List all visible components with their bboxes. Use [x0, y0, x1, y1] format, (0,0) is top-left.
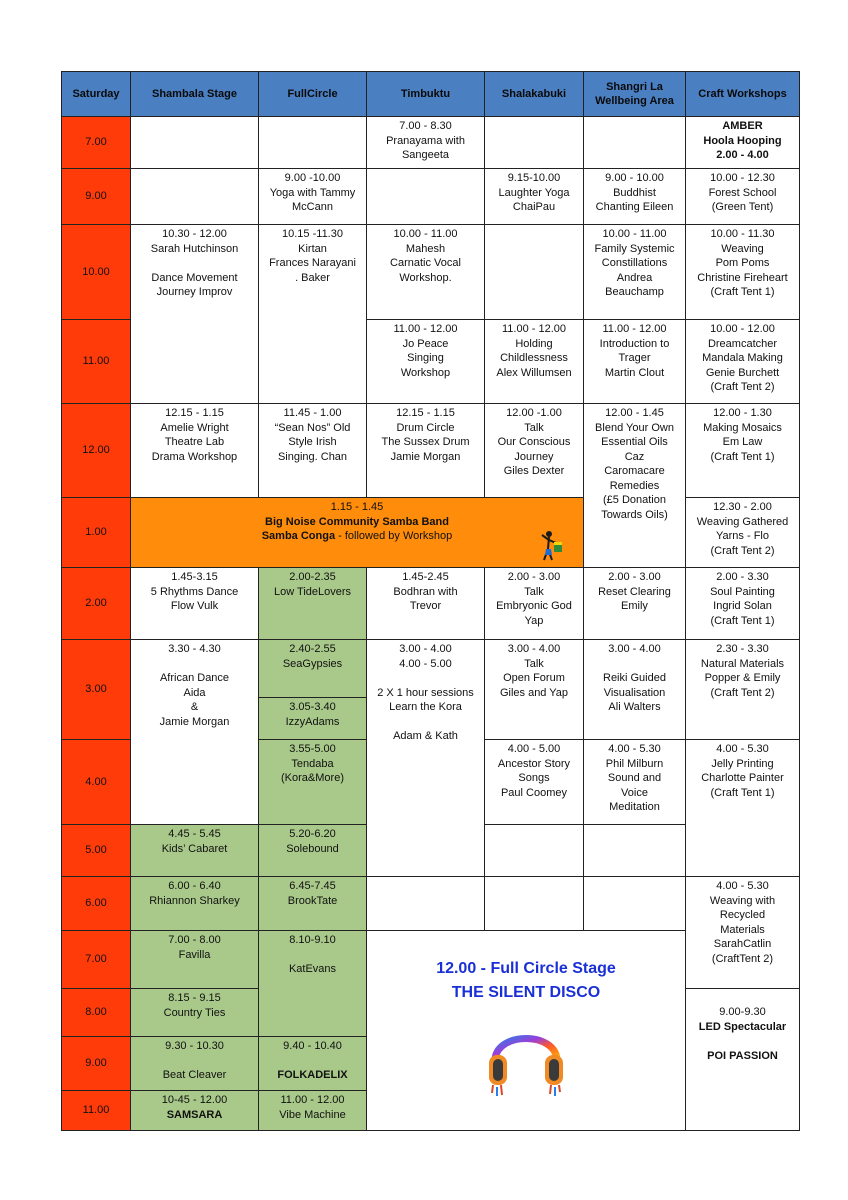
cell-line: 3.00 - 4.00 — [608, 643, 661, 655]
cell-line: 1.45-3.15 — [171, 571, 218, 583]
cell-line: Paul Coomey — [500, 786, 568, 799]
shambala-3 — [131, 640, 259, 825]
shalakabuki-2 — [485, 568, 584, 640]
cell-line: Laughter Yoga — [498, 186, 570, 199]
led-time: 9.00-9.30 — [719, 1006, 766, 1018]
cell-line — [370, 671, 481, 686]
craft-3 — [686, 640, 800, 740]
cell-line: SarahCatlin — [713, 938, 772, 950]
cell-line: Soul Painting — [710, 585, 775, 598]
empty-cell — [584, 117, 686, 169]
cell-line: 2.00-2.35 — [289, 571, 336, 583]
cell-line: Giles and Yap — [499, 686, 569, 699]
cell-line: Alex Willumsen — [496, 366, 572, 379]
folkadelix-time: 9.40 - 10.40 — [283, 1040, 342, 1052]
empty-cell — [485, 877, 584, 931]
cell-line: Ingrid Solan — [713, 600, 772, 612]
cell-line: Kirtan — [298, 242, 327, 255]
cell-line: Low TideLovers — [273, 585, 352, 598]
cell-line: Learn the Kora — [389, 701, 462, 713]
shambala-8 — [131, 989, 259, 1037]
cell-line: Beauchamp — [605, 286, 664, 298]
empty-cell — [485, 225, 584, 320]
cell-line: Talk — [524, 585, 544, 598]
row-3pm-a — [62, 640, 800, 698]
cell-line: 10.15 -11.30 — [282, 228, 343, 240]
time-4pm: 4.00 — [62, 740, 131, 825]
craft-4 — [686, 740, 800, 877]
cell-line: Visualisation — [603, 686, 666, 699]
shambala-6 — [131, 877, 259, 931]
fullcircle-12 — [259, 404, 367, 498]
header-shalakabuki: Shalakabuki — [485, 72, 584, 117]
cell-line: 10.00 - 11.30 — [710, 228, 775, 240]
cell-line: 3.30 - 4.30 — [168, 643, 221, 655]
time-9am: 9.00 — [62, 169, 131, 225]
cell-line — [262, 948, 363, 963]
samba-followup: - followed by Workshop — [335, 530, 453, 542]
cell-line: Weaving with — [709, 894, 776, 907]
header-fullcircle: FullCircle — [259, 72, 367, 117]
cell-line: Our Conscious — [497, 436, 571, 448]
cell-line — [587, 657, 682, 672]
cell-line: Vibe Machine — [279, 1108, 346, 1121]
cell-line: Country Ties — [163, 1006, 226, 1019]
samsara-name: SAMSARA — [166, 1108, 223, 1121]
cell-line: Chanting Eileen — [595, 201, 674, 213]
cell-line: 12.00 -1.00 — [506, 407, 562, 419]
timbuktu-10 — [367, 225, 485, 320]
poi-passion: POI PASSION — [707, 1049, 778, 1062]
cell-line: Talk — [524, 657, 544, 670]
timbuktu-11 — [367, 320, 485, 404]
shangrila-11 — [584, 320, 686, 404]
cell-line: 3.00 - 4.00 — [507, 643, 561, 655]
cell-line: Yap — [524, 614, 544, 627]
dancer-icon — [539, 529, 565, 563]
craft-12 — [686, 404, 800, 498]
cell-line: Kids’ Cabaret — [161, 842, 228, 855]
cell-line: ChaiPau — [512, 201, 556, 213]
cell-line: 8.15 - 9.15 — [168, 992, 221, 1004]
cell-line: Emily — [621, 600, 648, 612]
cell-line: Theatre Lab — [164, 436, 225, 448]
cell-line: Mandala Making — [702, 352, 783, 364]
cell-line: 4.00 - 5.00 — [399, 657, 452, 670]
header-timbuktu: Timbuktu — [367, 72, 485, 117]
cell-line: The Sussex Drum — [381, 436, 470, 448]
cell-line: Journey — [514, 450, 554, 463]
beat-cleaver-name: Beat Cleaver — [162, 1069, 227, 1081]
cell-line — [134, 657, 255, 672]
cell-line: Remedies — [609, 479, 660, 492]
row-12pm — [62, 404, 800, 498]
cell-line: Sarah Hutchinson — [150, 242, 239, 255]
cell-line: 1.45-2.45 — [402, 571, 449, 583]
shangrila-12 — [584, 404, 686, 568]
cell-line: Reiki Guided — [603, 672, 666, 684]
craft-9 — [686, 169, 800, 225]
time-10am: 10.00 — [62, 225, 131, 320]
cell-line: Pom Poms — [715, 257, 770, 269]
cell-line: 5.20-6.20 — [289, 828, 336, 840]
fullcircle-5 — [259, 825, 367, 877]
cell-line: 9.00 - 10.00 — [605, 172, 664, 184]
row-1pm — [62, 498, 800, 568]
cell-line: Jamie Morgan — [390, 450, 461, 463]
cell-line: 7.00 - 8.00 — [168, 934, 221, 946]
shalakabuki-9 — [485, 169, 584, 225]
cell-line: Weaving Gathered — [696, 515, 789, 528]
craft-10 — [686, 225, 800, 320]
cell-line: (Craft Tent 1) — [710, 286, 775, 298]
fullcircle-9 — [259, 169, 367, 225]
cell-line: 4.00 - 5.30 — [716, 880, 769, 892]
shalakabuki-12 — [485, 404, 584, 498]
shalakabuki-3 — [485, 640, 584, 740]
shambala-5 — [131, 825, 259, 877]
fullcircle-11 — [259, 1091, 367, 1131]
cell-line: Voice — [621, 786, 648, 799]
cell-line: 11.00 - 12.00 — [280, 1094, 345, 1106]
cell-line: Open Forum — [503, 672, 565, 684]
empty-cell — [131, 169, 259, 225]
cell-line: 2.00 - 4.00 — [716, 149, 769, 161]
cell-line: SeaGypsies — [282, 657, 343, 670]
time-6pm: 6.00 — [62, 877, 131, 931]
cell-line: 12.15 - 1.15 — [165, 407, 224, 419]
cell-line: Popper & Emily — [704, 672, 781, 684]
cell-line: 9.00 -10.00 — [284, 172, 341, 184]
disco-stage-line: 12.00 - Full Circle Stage — [436, 960, 616, 977]
cell-line: 10.00 - 12.00 — [710, 323, 775, 335]
cell-line: 10.00 - 11.00 — [602, 228, 667, 240]
cell-line: Sangeeta — [401, 149, 450, 161]
cell-line: Trevor — [409, 600, 442, 612]
cell-line: 4.00 - 5.30 — [608, 743, 661, 755]
cell-line: Yarns - Flo — [716, 530, 769, 542]
cell-line: Singing — [407, 352, 444, 364]
cell-line: Buddhist — [613, 186, 656, 199]
cell-line: IzzyAdams — [285, 715, 340, 728]
disco-title: THE SILENT DISCO — [451, 984, 601, 1001]
shangrila-2 — [584, 568, 686, 640]
cell-line: Recycled — [719, 909, 766, 921]
cell-line: Introduction to — [599, 337, 670, 350]
cell-line: Materials — [720, 923, 765, 936]
craft-11 — [686, 320, 800, 404]
cell-line: Towards Oils) — [601, 508, 668, 521]
shambala-7 — [131, 931, 259, 989]
row-9am — [62, 169, 800, 225]
cell-line: Pranayama with — [386, 134, 465, 147]
cell-line: Reset Clearing — [598, 585, 671, 598]
empty-cell — [485, 825, 584, 877]
cell-line: Flow Vulk — [170, 600, 219, 612]
time-12pm: 12.00 — [62, 404, 131, 498]
header-shangri-la: Shangri La Wellbeing Area — [584, 72, 686, 117]
cell-line: Drama Workshop — [151, 450, 238, 463]
led-title: LED Spectacular — [698, 1020, 787, 1033]
cell-line: 10.30 - 12.00 — [162, 228, 227, 240]
fullcircle-6 — [259, 877, 367, 931]
cell-line: Aida — [183, 686, 206, 699]
time-7pm: 7.00 — [62, 931, 131, 989]
shambala-9 — [131, 1037, 259, 1091]
empty-cell — [259, 117, 367, 169]
cell-line: Constillations — [601, 257, 668, 269]
cell-line: (Craft Tent 2) — [710, 686, 775, 699]
header-shambala-stage: Shambala Stage — [131, 72, 259, 117]
cell-line: Jelly Printing — [711, 757, 774, 770]
cell-line: 2.00 - 3.00 — [608, 571, 661, 583]
cell-line: . Baker — [295, 271, 330, 284]
header-craft-workshops: Craft Workshops — [686, 72, 800, 117]
cell-line: 4.00 - 5.30 — [716, 743, 769, 755]
cell-line: & — [190, 701, 199, 713]
cell-line: 10.00 - 11.00 — [393, 228, 458, 240]
timbuktu-3 — [367, 640, 485, 877]
empty-cell — [367, 169, 485, 225]
cell-line: Songs — [518, 772, 550, 784]
cell-line: Rhiannon Sharkey — [149, 894, 240, 907]
cell-line: 3.00 - 4.00 — [399, 643, 452, 655]
row-10am — [62, 225, 800, 320]
cell-line: Meditation — [609, 801, 660, 813]
silent-disco-cell — [367, 931, 686, 1131]
cell-line: Singing. Chan — [277, 450, 348, 463]
cell-line: 11.45 - 1.00 — [283, 407, 342, 419]
empty-cell — [367, 877, 485, 931]
cell-line: Genie Burchett — [705, 366, 780, 379]
cell-line: African Dance — [159, 672, 230, 684]
cell-line: 12.00 - 1.30 — [713, 407, 772, 419]
empty-cell — [131, 117, 259, 169]
cell-line: 6.00 - 6.40 — [168, 880, 221, 892]
cell-line: Jo Peace — [402, 337, 449, 350]
cell-line: 11.00 - 12.00 — [393, 323, 458, 335]
fullcircle-4 — [259, 740, 367, 825]
cell-line: Andrea — [616, 271, 653, 284]
cell-line: Mahesh — [405, 242, 446, 255]
cell-line: (Craft Tent 1) — [710, 450, 775, 463]
cell-line: 7.00 - 8.30 — [399, 120, 452, 132]
cell-line: Dance Movement — [151, 271, 238, 284]
cell-line: 2.00 - 3.30 — [716, 571, 769, 583]
shalakabuki-11 — [485, 320, 584, 404]
cell-line: Ali Walters — [608, 701, 661, 713]
cell-line: 4.00 - 5.00 — [507, 743, 561, 755]
craft-1 — [686, 498, 800, 568]
cell-line: “Sean Nos” Old — [274, 421, 351, 434]
empty-cell — [584, 877, 686, 931]
time-11am: 11.00 — [62, 320, 131, 404]
cell-line: (Kora&More) — [281, 772, 344, 784]
shambala-11 — [131, 1091, 259, 1131]
shambala-12 — [131, 404, 259, 498]
cell-line: Yoga with Tammy — [269, 186, 356, 199]
fullcircle-9pm — [259, 1037, 367, 1091]
time-7am: 7.00 — [62, 117, 131, 169]
craft-6 — [686, 877, 800, 989]
cell-line: 11.00 - 12.00 — [602, 323, 667, 335]
cell-line: Caromacare — [604, 465, 665, 477]
header-saturday: Saturday — [62, 72, 131, 117]
cell-line: (£5 Donation — [603, 494, 666, 506]
cell-line: Holding — [515, 337, 553, 350]
cell-line: Em Law — [722, 436, 763, 448]
cell-line: (Craft Tent 2) — [710, 544, 775, 557]
cell-line: Blend Your Own — [595, 421, 674, 434]
cell-line: Family Systemic — [594, 242, 675, 255]
festival-schedule-table — [61, 71, 800, 1131]
cell-line: Phil Milburn — [605, 757, 664, 770]
cell-line: Hoola Hooping — [703, 134, 782, 147]
cell-line: McCann — [292, 201, 333, 213]
craft-7 — [686, 117, 800, 169]
cell-line: 12.00 - 1.45 — [605, 407, 664, 419]
fullcircle-7 — [259, 931, 367, 1037]
cell-line: Christine Fireheart — [697, 271, 788, 284]
cell-line: Frances Narayani — [269, 257, 356, 269]
samba-conga-label: Samba Conga — [261, 530, 336, 542]
cell-line: Adam & Kath — [393, 730, 458, 742]
cell-line: 4.45 - 5.45 — [168, 828, 221, 840]
cell-line: BrookTate — [287, 894, 338, 907]
time-5pm: 5.00 — [62, 825, 131, 877]
cell-line: (Craft Tent 1) — [710, 786, 775, 799]
craft-2 — [686, 568, 800, 640]
row-6pm — [62, 877, 800, 931]
cell-line: Essential Oils — [601, 436, 668, 448]
time-2pm: 2.00 — [62, 568, 131, 640]
cell-line: 3.55-5.00 — [289, 743, 336, 755]
cell-line: Journey Improv — [156, 286, 233, 298]
cell-line: Talk — [524, 421, 544, 434]
cell-line: 9.15-10.00 — [507, 172, 561, 184]
cell-line: Workshop. — [399, 271, 452, 284]
time-11pm: 11.00 — [62, 1091, 131, 1131]
cell-line: Style Irish — [288, 436, 337, 448]
folkadelix-name: FOLKADELIX — [277, 1069, 348, 1081]
cell-line — [370, 715, 481, 730]
cell-line: KatEvans — [288, 963, 337, 975]
time-9pm: 9.00 — [62, 1037, 131, 1091]
timbuktu-12 — [367, 404, 485, 498]
cell-line: Workshop — [400, 366, 451, 379]
cell-line: 5 Rhythms Dance — [150, 585, 239, 598]
cell-line: Solebound — [286, 842, 339, 855]
timbuktu-2 — [367, 568, 485, 640]
cell-line: Trager — [618, 352, 651, 364]
samba-time: 1.15 - 1.45 — [330, 501, 384, 513]
shalakabuki-4 — [485, 740, 584, 825]
cell-line: 12.15 - 1.15 — [396, 407, 455, 419]
cell-line: Sound and — [607, 772, 662, 784]
cell-line: 3.05-3.40 — [289, 701, 336, 713]
beat-cleaver-time: 9.30 - 10.30 — [165, 1040, 224, 1052]
shangrila-4 — [584, 740, 686, 825]
fullcircle-3b — [259, 698, 367, 740]
timbuktu-7 — [367, 117, 485, 169]
cell-line: Ancestor Story — [497, 757, 571, 770]
fullcircle-3a — [259, 640, 367, 698]
cell-line: Caz — [624, 450, 645, 463]
cell-line: AMBER — [722, 120, 763, 132]
time-8pm: 8.00 — [62, 989, 131, 1037]
cell-line: 2 X 1 hour sessions — [377, 686, 474, 699]
shambala-10 — [131, 225, 259, 404]
shangrila-9 — [584, 169, 686, 225]
cell-line: Tendaba — [291, 757, 334, 770]
cell-line: Bodhran with — [393, 585, 458, 598]
cell-line: Carnatic Vocal — [390, 257, 461, 269]
cell-line: (CraftTent 2) — [711, 952, 774, 965]
time-3pm: 3.00 — [62, 640, 131, 740]
cell-line: Charlotte Painter — [701, 772, 784, 784]
samba-band-name: Big Noise Community Samba Band — [265, 515, 449, 528]
shangrila-3 — [584, 640, 686, 740]
empty-cell — [485, 117, 584, 169]
cell-line: Childlessness — [500, 352, 568, 364]
cell-line: (Green Tent) — [711, 201, 774, 213]
cell-line: 2.00 - 3.00 — [507, 571, 561, 583]
cell-line: Favilla — [178, 948, 211, 961]
cell-line: Giles Dexter — [503, 465, 565, 477]
cell-line: Making Mosaics — [703, 421, 782, 434]
fullcircle-2 — [259, 568, 367, 640]
cell-line: (Craft Tent 2) — [710, 381, 775, 393]
cell-line: Amelie Wright — [160, 421, 229, 434]
cell-line: 11.00 - 12.00 — [501, 323, 566, 335]
shambala-2 — [131, 568, 259, 640]
cell-line: Weaving — [721, 242, 764, 255]
samsara-time: 10-45 - 12.00 — [161, 1094, 228, 1106]
cell-line: (Craft Tent 1) — [710, 614, 775, 627]
cell-line: Jamie Morgan — [159, 715, 230, 728]
time-1pm: 1.00 — [62, 498, 131, 568]
header-row — [62, 72, 800, 117]
row-7am — [62, 117, 800, 169]
cell-line: Drum Circle — [396, 421, 455, 434]
cell-line: 10.00 - 12.30 — [710, 172, 775, 184]
craft-8 — [686, 989, 800, 1131]
cell-line: 2.40-2.55 — [289, 643, 336, 655]
empty-cell — [584, 825, 686, 877]
cell-line: 12.30 - 2.00 — [713, 501, 772, 513]
cell-line: 6.45-7.45 — [289, 880, 336, 892]
cell-line: Forest School — [708, 186, 777, 199]
cell-line: Dreamcatcher — [707, 337, 778, 350]
cell-line: 8.10-9.10 — [289, 934, 336, 946]
samba-band-cell — [131, 498, 584, 568]
cell-line: Natural Materials — [700, 657, 785, 670]
row-2pm — [62, 568, 800, 640]
cell-line: Martin Clout — [604, 366, 665, 379]
cell-line: Embryonic God — [496, 600, 572, 612]
cell-line: 2.30 - 3.30 — [716, 643, 769, 655]
cell-line — [134, 256, 255, 271]
fullcircle-10 — [259, 225, 367, 404]
shangrila-10 — [584, 225, 686, 320]
headphones-icon — [483, 1011, 569, 1097]
